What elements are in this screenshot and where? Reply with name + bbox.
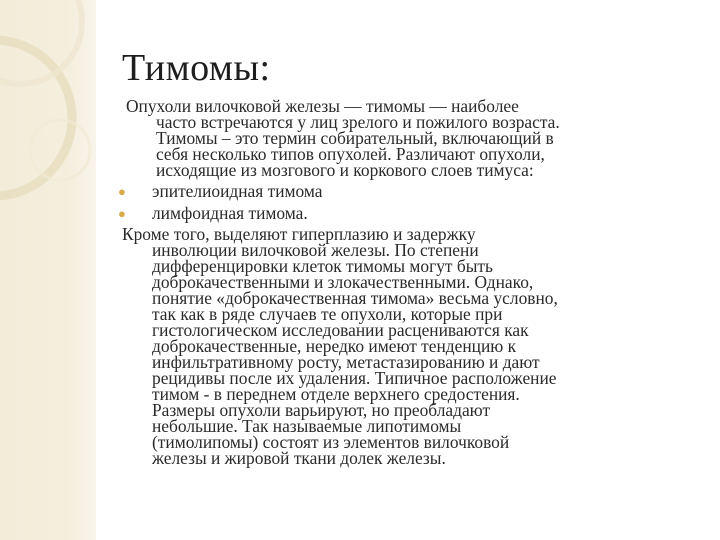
text-line: Кроме того, выделяют гиперплазию и задержку — [122, 224, 476, 244]
text-line: часто встречаются у лиц зрелого и пожилого возраста. — [156, 112, 560, 132]
slide-title: Тимомы: — [122, 47, 271, 89]
text-line: себя несколько типов опухолей. Различают опухоли, — [156, 144, 545, 164]
paragraph-details — [118, 226, 708, 466]
text-line: тимом - в переднем отделе верхнего средостения. — [152, 384, 520, 404]
text-line: небольшие. Так называемые липотимомы — [152, 416, 462, 436]
text-line: Тимомы – это термин собирательный, включающий в — [156, 128, 554, 148]
paragraph-intro — [118, 98, 708, 178]
text-line: Опухоли вилочковой железы — тимомы — наиболее — [126, 96, 519, 116]
bullet-item — [118, 182, 708, 200]
text-line: доброкачественные, нередко имеют тенденцию к — [152, 336, 517, 356]
bullet-item — [118, 204, 708, 222]
bullet-icon: ● — [118, 206, 126, 221]
text-line: рецидивы после их удаления. Типичное расположение — [152, 368, 557, 388]
text-line: (тимолипомы) состоят из элементов вилочковой — [152, 432, 510, 452]
text-line: гистологическом исследовании расцениваются как — [152, 320, 529, 340]
slide-content — [118, 98, 708, 466]
text-line: исходящие из мозгового и коркового слоев тимуса: — [156, 160, 534, 180]
text-line: инволюции вилочковой железы. По степени — [152, 240, 479, 260]
text-line: доброкачественными и злокачественными. Однако, — [152, 272, 534, 292]
text-line: дифференцировки клеток тимомы могут быть — [152, 256, 493, 276]
text-line: Размеры опухоли варьируют, но преобладают — [152, 400, 491, 420]
text-line: инфильтративному росту, метастазированию и дают — [152, 352, 540, 372]
text-line: так как в ряде случаев те опухоли, которые при — [152, 304, 503, 324]
text-line: железы и жировой ткани долек железы. — [152, 448, 446, 468]
bullet-text: эпителиоидная тимома — [152, 181, 323, 201]
text-line: понятие «доброкачественная тимома» весьма условно, — [152, 288, 558, 308]
bullet-text: лимфоидная тимома. — [152, 203, 308, 223]
bullet-icon: ● — [118, 184, 126, 199]
